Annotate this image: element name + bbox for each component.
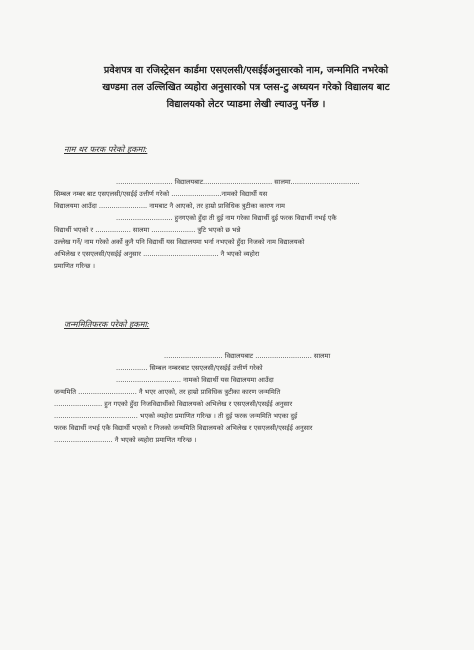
section1-line: विद्यालयमा आउँदा ....................... नामबाट नै आएको, तर हाम्रो प्राविधिक त्रुटीका कारण नाम — [54, 202, 285, 210]
section2-line: ............................... नामको विद्यार्थी यस विद्यालयमा आउँदा — [116, 376, 274, 384]
intro-line-1: प्रवेशपत्र वा रजिस्ट्रेसन कार्डमा एसएलसी/एसईईअनुसारको नाम, जन्ममिति नभरेको — [103, 65, 389, 76]
section1-heading: नाम थर फरक परेको हकमा: — [64, 144, 148, 154]
section2-line: ............................ विद्यालयबाट ........................... सालमा — [164, 352, 331, 360]
section1-line: ........................... हुनगएको हुँदा ती दुई नाम गरेका विद्यार्थी दुई फरक विद्यार्थी नभई एकै — [116, 214, 337, 222]
section1-line: सिम्बल नम्बर बाट एसएलसी/एसईई उत्तीर्ण गरेको ........................नामको विद्यार्थी यस — [54, 190, 268, 198]
section2-line: जन्ममिति ............................ नै भएर आएको, तर हाम्रो प्राविधिक त्रुटीका कारण जन्ममिति — [54, 388, 281, 396]
intro-paragraph — [56, 62, 436, 113]
section1-body — [54, 176, 419, 272]
intro-line-2: खण्डमा तल उल्लिखित व्यहोरा अनुसारको पत्र प्लस-टु अध्ययन गरेको विद्यालय बाट — [102, 82, 390, 93]
intro-line-3: विद्यालयको लेटर प्याडमा लेखी ल्याउनु पर्नेछ । — [166, 99, 326, 110]
section1-line: ........................... विद्यालयबाट................................. सालमा................................. — [116, 178, 360, 186]
section1-line: विद्यार्थी भएको र ................. सालमा ..................... त्रुटि भएको छ भन्ने — [54, 226, 241, 234]
section2-line: फरक विद्यार्थी नभई एकै विद्यार्थी भएको र निजको जन्ममिति विद्यालयको अभिलेख र एसएलसी/एसईई अनुसार — [54, 424, 313, 432]
section2-line: ............................ नै भएको व्यहोरा प्रमाणित गरिन्छ । — [54, 436, 197, 444]
section2-line: ............... सिम्बल नम्बरबाट एसएलसी/एसईई उत्तीर्ण गरेको — [116, 364, 263, 372]
section1-line: उल्लेख गर्ने/ नाम गरेको अर्को कुनै पनि विद्यार्थी यस विद्यालयमा भर्ना नभएको हुँदा निजको नाम विद्यालयको — [54, 238, 305, 246]
section1-line: प्रमाणित गरिन्छ । — [54, 262, 95, 270]
section2-heading: जन्ममितिफरक परेको हकमा: — [64, 319, 150, 329]
section2-line: ....................... हुन गएको हुँदा निजविद्यार्थीको विद्यालयको अभिलेख र एसएलसी/एसईई अनुसार — [54, 400, 293, 408]
section2-line: ........................................ भएको व्यहोरा प्रमाणित गरिन्छ । ती दुई फरक जन्ममिति भएका दुई — [54, 412, 298, 420]
section1-line: अभिलेख र एसएलसी/एसईई अनुसार .................................... नै भएको व्यहोरा — [54, 250, 260, 258]
section2-body — [54, 350, 419, 446]
